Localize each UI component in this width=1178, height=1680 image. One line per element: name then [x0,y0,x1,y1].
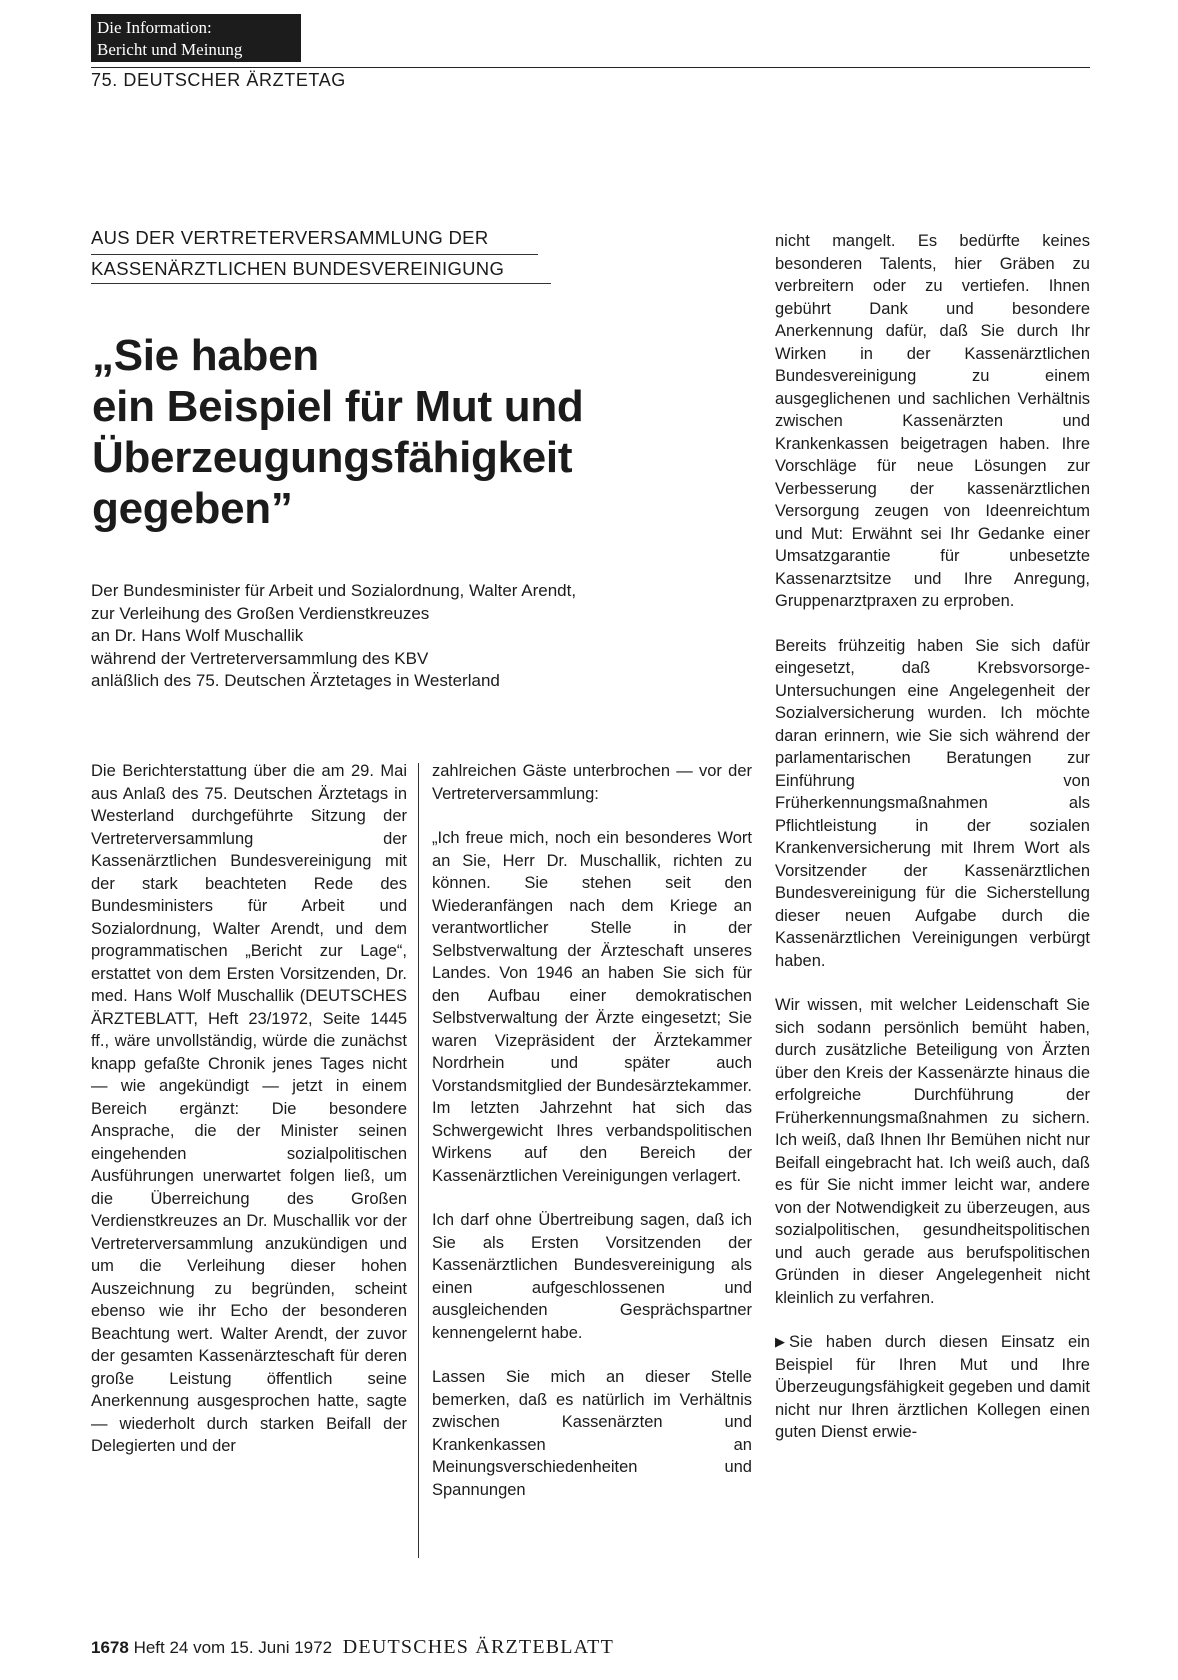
dek-line-3: an Dr. Hans Wolf Muschallik [91,626,304,645]
dek-line-4: während der Vertreterversammlung des KBV [91,648,429,668]
article-headline [92,330,712,534]
dek-line-5: anläßlich des 75. Deutschen Ärztetages in Westerland [91,671,500,690]
body-paragraph: nicht mangelt. Es bedürfte keines besonderen Talents, hier Gräben zu verbreitern oder zu vertiefen. Ihnen gebührt Dank und besondere Anerkennung dafür, daß Sie durch Ihr Wirken in der Kassenärztlichen Bundesvereinigung zu einem ausgeglichenen und sachlichen Verhältnis zwischen Kassenärzten und Krankenkassen beigetragen haben. Ihre Vorschläge für neue Lösungen zur Verbesserung der kassenärztlichen Versorgung zeugen von Ideenreichtum und Mut: Erwähnt sei Ihr Gedanke einer Umsatzgarantie für unbesetzte Kassenarztsitze und Ihre Anregung, Gruppenarztpraxen zu erproben. [775,232,1090,610]
body-paragraph: zahlreichen Gäste unterbrochen — vor der Vertreterversammlung: [432,762,752,803]
body-column-3 [775,230,1090,1444]
body-paragraph: Wir wissen, mit welcher Leidenschaft Sie sich sodann persönlich bemüht haben, durch zusätzliche Beteiligung von Ärzten über den Kreis der Kassenärzte hinaus die erfolgreiche Durchführung der Früherkennungsmaßnahmen zu sichern. Ich weiß, daß Ihnen Ihr Bemühen nicht nur Beifall eingebracht hat. Ich weiß auch, daß es für Sie nicht immer leicht war, andere von der Notwendigkeit zu überzeugen, aus sozialpolitischen, gesundheitspolitischen und auch gerade aus berufspolitischen Gründen in dieser Angelegenheit nicht kleinlich zu verfahren. [775,996,1090,1307]
body-paragraph: Lassen Sie mich an dieser Stelle bemerken, daß es natürlich im Verhältnis zwischen Kassenärzten und Krankenkassen an Meinungsverschiedenheiten und Spannungen [432,1368,752,1499]
body-paragraph: Ich darf ohne Übertreibung sagen, daß ich Sie als Ersten Vorsitzenden der Kassenärztlichen Bundesvereinigung als einen aufgeschlossenen und ausgleichenden Gesprächspartner kennengelernt habe. [432,1211,752,1342]
body-paragraph: Die Berichterstattung über die am 29. Mai aus Anlaß des 75. Deutschen Ärztetags in Westerland durchgeführte Sitzung der Vertreterversammlung der Kassenärztlichen Bundesvereinigung mit der stark beachteten Rede des Bundesministers für Arbeit und Sozialordnung, Walter Arendt, und dem programmatischen „Bericht zur Lage“, erstattet von dem Ersten Vorsitzenden, Dr. med. Hans Wolf Muschallik (DEUTSCHES ÄRZTEBLATT, Heft 23/1972, Seite 1445 ff., wäre unvollständig, würde die zunächst knapp gefaßte Chronik jenes Tages nicht — wie angekündigt — jetzt in einem Bereich ergänzt: Die besondere Ansprache, die der Minister seinen eingehenden sozialpolitischen Ausführungen unerwartet folgen ließ, um die Überreichung des Großen Verdienstkreuzes an Dr. Muschallik vor der Vertreterversammlung anzukündigen und um die Verleihung dieser hohen Auszeichnung zu begründen, scheint ebenso wie ihr Echo der besonderen Beachtung wert. Walter Arendt, der zuvor der gesamten Kassenärzteschaft für deren große Leistung öffentlich seine Anerkennung ausgesprochen hatte, sagte — wiederholt durch starken Beifall der Delegierten und der [91,762,407,1455]
headline-line-1: „Sie haben [92,331,319,380]
badge-line-2: Bericht und Meinung [97,40,243,59]
section-title: 75. DEUTSCHER ÄRZTETAG [91,70,346,90]
issue-info: Heft 24 vom 15. Juni 1972 [133,1638,333,1657]
journal-name: DEUTSCHES ÄRZTEBLATT [342,1636,614,1658]
headline-line-3: Überzeugungsfähigkeit [92,433,573,482]
column-divider [418,763,419,1558]
article-kicker [91,224,556,284]
body-paragraph-continued [775,1331,1090,1444]
header-rule [91,67,1090,68]
continue-arrow-icon: ▶ [775,1334,785,1349]
kicker-line-2: KASSENÄRZTLICHEN BUNDESVEREINIGUNG [91,255,551,284]
body-column-2 [432,760,752,1501]
body-column-1 [91,760,407,1458]
kicker-line-1: AUS DER VERTRETERVERSAMMLUNG DER [91,224,538,255]
page-number: 1678 [91,1638,129,1657]
body-paragraph: „Ich freue mich, noch ein besonderes Wort an Sie, Herr Dr. Muschallik, richten zu können. Sie stehen seit den Wiederanfängen nach dem Kriege an verantwortlicher Stelle in der Selbstverwaltung der Ärzteschaft unseres Landes. Von 1946 an haben Sie sich für den Aufbau einer demokratischen Selbstverwaltung der Ärzte eingesetzt; Sie waren Vizepräsident der Ärztekammer Nordrhein und später auch Vorstandsmitglied der Bundesärztekammer. Im letzten Jahrzehnt hat sich das Schwergewicht Ihres verbandspolitischen Wirkens auf den Bereich der Kassenärztlichen Vereinigungen verlagert. [432,829,752,1185]
headline-line-4: gegeben” [92,484,293,533]
page-footer [91,1636,614,1659]
dek-line-2: zur Verleihung des Großen Verdienstkreuzes [91,603,430,623]
article-dek [91,580,711,693]
headline-line-2: ein Beispiel für Mut und [92,382,584,431]
badge-line-1: Die Information: [97,18,212,37]
body-paragraph: Bereits frühzeitig haben Sie sich dafür eingesetzt, daß Krebsvorsorge-Untersuchungen eine Angelegenheit der Sozialversicherung wurden. Ich möchte daran erinnern, wie Sie sich während der parlamentarischen Beratungen zur Einführung von Früherkennungsmaßnahmen als Pflichtleistung in der sozialen Krankenversicherung mit Ihrem Wort als Vorsitzender der Kassenärztlichen Bundesvereinigung für die Sicherstellung dieser neuen Aufgabe durch die Kassenärztlichen Vereinigungen verbürgt haben. [775,636,1090,970]
section-badge [91,14,301,62]
dek-line-1: Der Bundesminister für Arbeit und Sozialordnung, Walter Arendt, [91,581,577,600]
body-paragraph-text: Sie haben durch diesen Einsatz ein Beispiel für Ihren Mut und Ihre Überzeugungsfähigkeit gegeben und damit nicht nur Ihren ärztlichen Kollegen einen guten Dienst erwie- [775,1333,1090,1441]
